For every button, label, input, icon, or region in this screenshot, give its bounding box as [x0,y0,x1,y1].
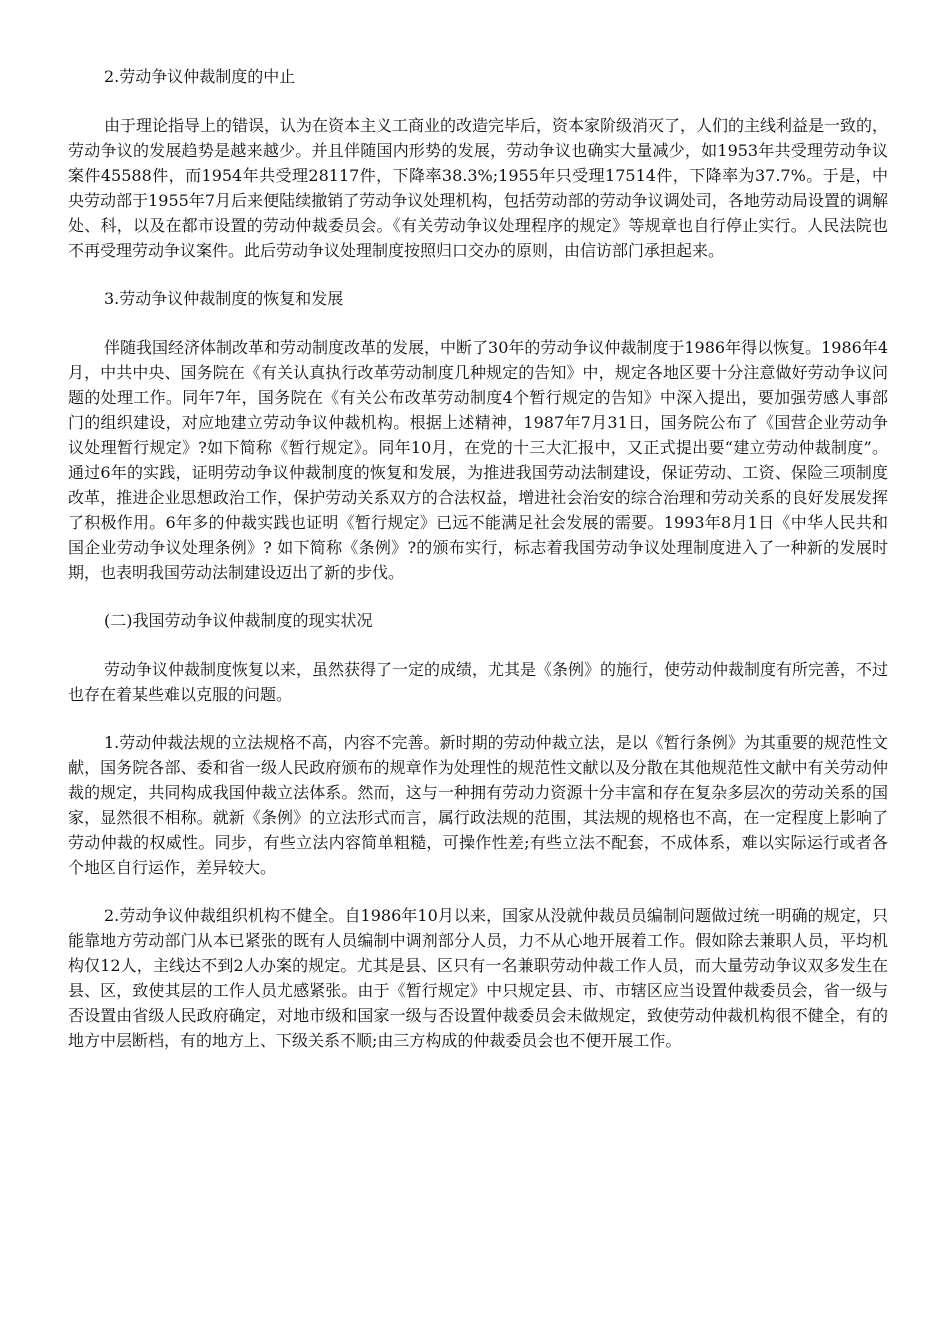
paragraph-suspension: 由于理论指导上的错误，认为在资本主义工商业的改造完毕后，资本家阶级消灭了，人们的主线利益是一致的，劳动争议的发展趋势是越来越少。并且伴随国内形势的发展，劳动争议也确实大量减少，如1953年共受理劳动争议案件45588件，而1954年共受理28117件，下降率38.3%;1955年只受理17514件，下降率为37.7%。于是，中央劳动部于1955年7月后来便陆续撤销了劳动争议处理机构，包括劳动部的劳动争议调处司，各地劳动局设置的调解处、科，以及在都市设置的劳动仲裁委员会。《有关劳动争议处理程序的规定》等规章也自行停止实行。人民法院也不再受理劳动争议案件。此后劳动争议处理制度按照归口交办的原则，由信访部门承担起来。 [68,116,889,260]
part-heading-current-status: (二)我国劳动争议仲裁制度的现实状况 [104,611,373,630]
paragraph-item-legislation: 1.劳动仲裁法规的立法规格不高，内容不完善。新时期的劳动仲裁立法，是以《暂行条例》为其重要的规范性文献，国务院各部、委和省一级人民政府颁布的规章作为处理性的规范性文献以及分散在其他规范性文献中有关劳动仲裁的规定，共同构成我国仲裁立法体系。然而，这与一种拥有劳动力资源十分丰富和存在复杂多层次的劳动关系的国家，显然很不相称。就新《条例》的立法形式而言，属行政法规的范围，其法规的规格也不高，在一定程度上影响了劳动仲裁的权威性。同步，有些立法内容简单粗糙，可操作性差;有些立法不配套，不成体系，难以实际运行或者各个地区自行运作，差异较大。 [68,733,888,877]
paragraph-restoration: 伴随我国经济体制改革和劳动制度改革的发展，中断了30年的劳动争议仲裁制度于1986年得以恢复。1986年4月，中共中央、国务院在《有关认真执行改革劳动制度几种规定的告知》中，规定各地区要十分注意做好劳动争议问题的处理工作。同年7年，国务院在《有关公布改革劳动制度4个暂行规定的告知》中深入提出，要加强劳感人事部门的组织建设，对应地建立劳动争议仲裁机构。根据上述精神，1987年7月31日，国务院公布了《国营企业劳动争议处理暂行规定》?如下简称《暂行规定》。同年10月，在党的十三大汇报中，又正式提出要“建立劳动仲裁制度”。通过6年的实践，证明劳动争议仲裁制度的恢复和发展，为推进我国劳动法制建设，保证劳动、工资、保险三项制度改革，推进企业思想政治工作，保护劳动关系双方的合法权益，增进社会治安的综合治理和劳动关系的良好发展发挥了积极作用。6年多的仲裁实践也证明《暂行规定》已远不能满足社会发展的需要。1993年8月1日《中华人民共和国企业劳动争议处理条例》? 如下简称《条例》?的颁布实行，标志着我国劳动争议处理制度进入了一种新的发展时期，也表明我国劳动法制建设迈出了新的步伐。 [68,338,888,582]
paragraph-current-status-intro: 劳动争议仲裁制度恢复以来，虽然获得了一定的成绩，尤其是《条例》的施行，使劳动仲裁制度有所完善，不过也存在着某些难以克服的问题。 [68,660,889,704]
section-heading-restoration: 3.劳动争议仲裁制度的恢复和发展 [104,289,344,308]
paragraph-item-organization: 2.劳动争议仲裁组织机构不健全。自1986年10月以来，国家从没就仲裁员员编制问题做过统一明确的规定，只能靠地方劳动部门从本已紧张的既有人员编制中调剂部分人员，力不从心地开展着工作。假如除去兼职人员，平均机构仅12人，主线达不到2人办案的规定。尤其是县、区只有一名兼职劳动仲裁工作人员，而大量劳动争议双多发生在县、区，致使其层的工作人员尤感紧张。由于《暂行规定》中只规定县、市、市辖区应当设置仲裁委员会，省一级与否设置由省级人民政府确定，对地市级和国家一级与否设置仲裁委员会未做规定，致使劳动仲裁机构很不健全，有的地方中层断档，有的地方上、下级关系不顺;由三方构成的仲裁委员会也不便开展工作。 [68,906,888,1050]
section-heading-suspension: 2.劳动争议仲裁制度的中止 [104,67,296,86]
document-page [68,64,888,1053]
